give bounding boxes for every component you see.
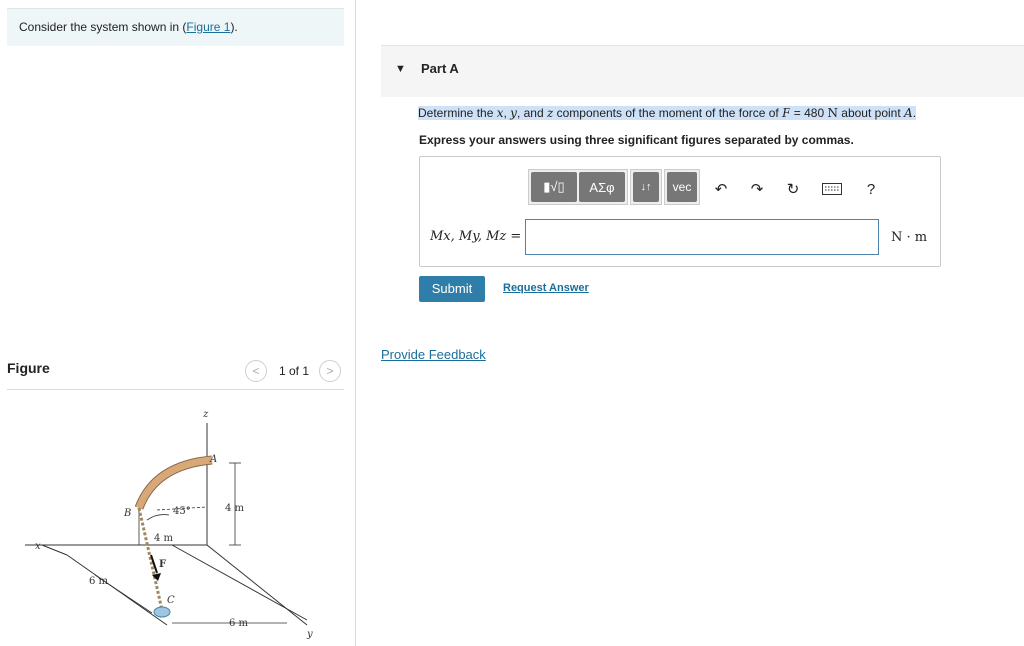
templates-button[interactable]: ▮√▯ (531, 172, 577, 202)
anchor-c (154, 607, 170, 617)
right-pane (356, 0, 1024, 646)
var-a: A (904, 106, 913, 120)
prev-figure-button[interactable]: < (245, 360, 267, 382)
var-x: x (496, 106, 504, 120)
figure-divider (7, 389, 344, 390)
y-axis (207, 545, 307, 625)
var-z: z (546, 106, 554, 120)
unit-n: N (827, 106, 838, 120)
submit-button[interactable]: Submit (419, 276, 485, 302)
question-text (418, 106, 916, 120)
z-axis-label: z (203, 409, 209, 420)
vec-button[interactable]: vec (667, 172, 697, 202)
collapse-caret-icon[interactable]: ▼ (395, 63, 406, 75)
part-a-header[interactable] (381, 45, 1024, 97)
keyboard-icon[interactable] (821, 181, 843, 197)
angle-label: 45° (173, 506, 191, 517)
instruction-text: Express your answers using three significant figures separated by commas. (419, 133, 854, 147)
reset-icon[interactable]: ↻ (786, 181, 800, 198)
request-answer-link[interactable]: Request Answer (503, 282, 589, 294)
toolbar-group-arrows (630, 169, 662, 205)
redo-icon[interactable]: ↷ (750, 181, 764, 198)
force-label: F (159, 559, 167, 570)
help-icon[interactable]: ? (866, 180, 876, 198)
provide-feedback-link[interactable]: Provide Feedback (381, 347, 486, 362)
toolbar-group-vec (664, 169, 700, 205)
next-figure-button[interactable]: > (319, 360, 341, 382)
greek-button[interactable]: ΑΣφ (579, 172, 625, 202)
undo-icon[interactable]: ↶ (714, 181, 728, 198)
toolbar-group-templates (528, 169, 628, 205)
dimension-6m-left-label: 6 m (89, 576, 109, 587)
angle-arc (147, 515, 169, 520)
point-b-label: B (124, 508, 132, 519)
figure-diagram (7, 395, 344, 645)
question-part-7: . (912, 106, 917, 120)
question-part-1: Determine the (418, 106, 497, 120)
point-a-label: A (210, 454, 218, 465)
y-axis-label: y (307, 629, 313, 640)
answer-box (419, 156, 941, 267)
dimension-6m-bottom-label: 6 m (229, 618, 249, 629)
curved-rod (139, 460, 212, 508)
question-part-5: = 480 (790, 106, 828, 120)
toolbar-icons (713, 181, 879, 197)
left-pane (0, 0, 356, 646)
answer-label: Mx, My, Mz = (430, 229, 522, 244)
figure-header (7, 358, 344, 386)
intro-suffix: ). (230, 20, 238, 34)
intro-text (7, 8, 344, 46)
figure-link[interactable]: Figure 1 (186, 20, 231, 34)
part-a-title: Part A (421, 61, 459, 76)
answer-unit: N · m (891, 230, 928, 245)
dimension-4m-horizontal-label: 4 m (154, 533, 174, 544)
plane-corner (42, 545, 67, 555)
answer-input[interactable] (525, 219, 879, 255)
var-f: F (782, 106, 791, 120)
x-axis-label: x (35, 541, 41, 552)
question-part-4: components of the moment of the force of (553, 106, 783, 120)
math-toolbar (528, 169, 700, 205)
arrows-button[interactable]: ↓↑ (633, 172, 659, 202)
figure-page-count: 1 of 1 (279, 364, 310, 378)
point-c-label: C (167, 595, 175, 606)
dimension-4m-vertical-label: 4 m (225, 503, 245, 514)
question-part-3: , and (516, 106, 547, 120)
intro-prefix: Consider the system shown in ( (19, 20, 187, 34)
question-part-2: , (503, 106, 511, 120)
figure-title: Figure (7, 360, 50, 376)
question-part-6: about point (837, 106, 905, 120)
var-y: y (510, 106, 517, 120)
